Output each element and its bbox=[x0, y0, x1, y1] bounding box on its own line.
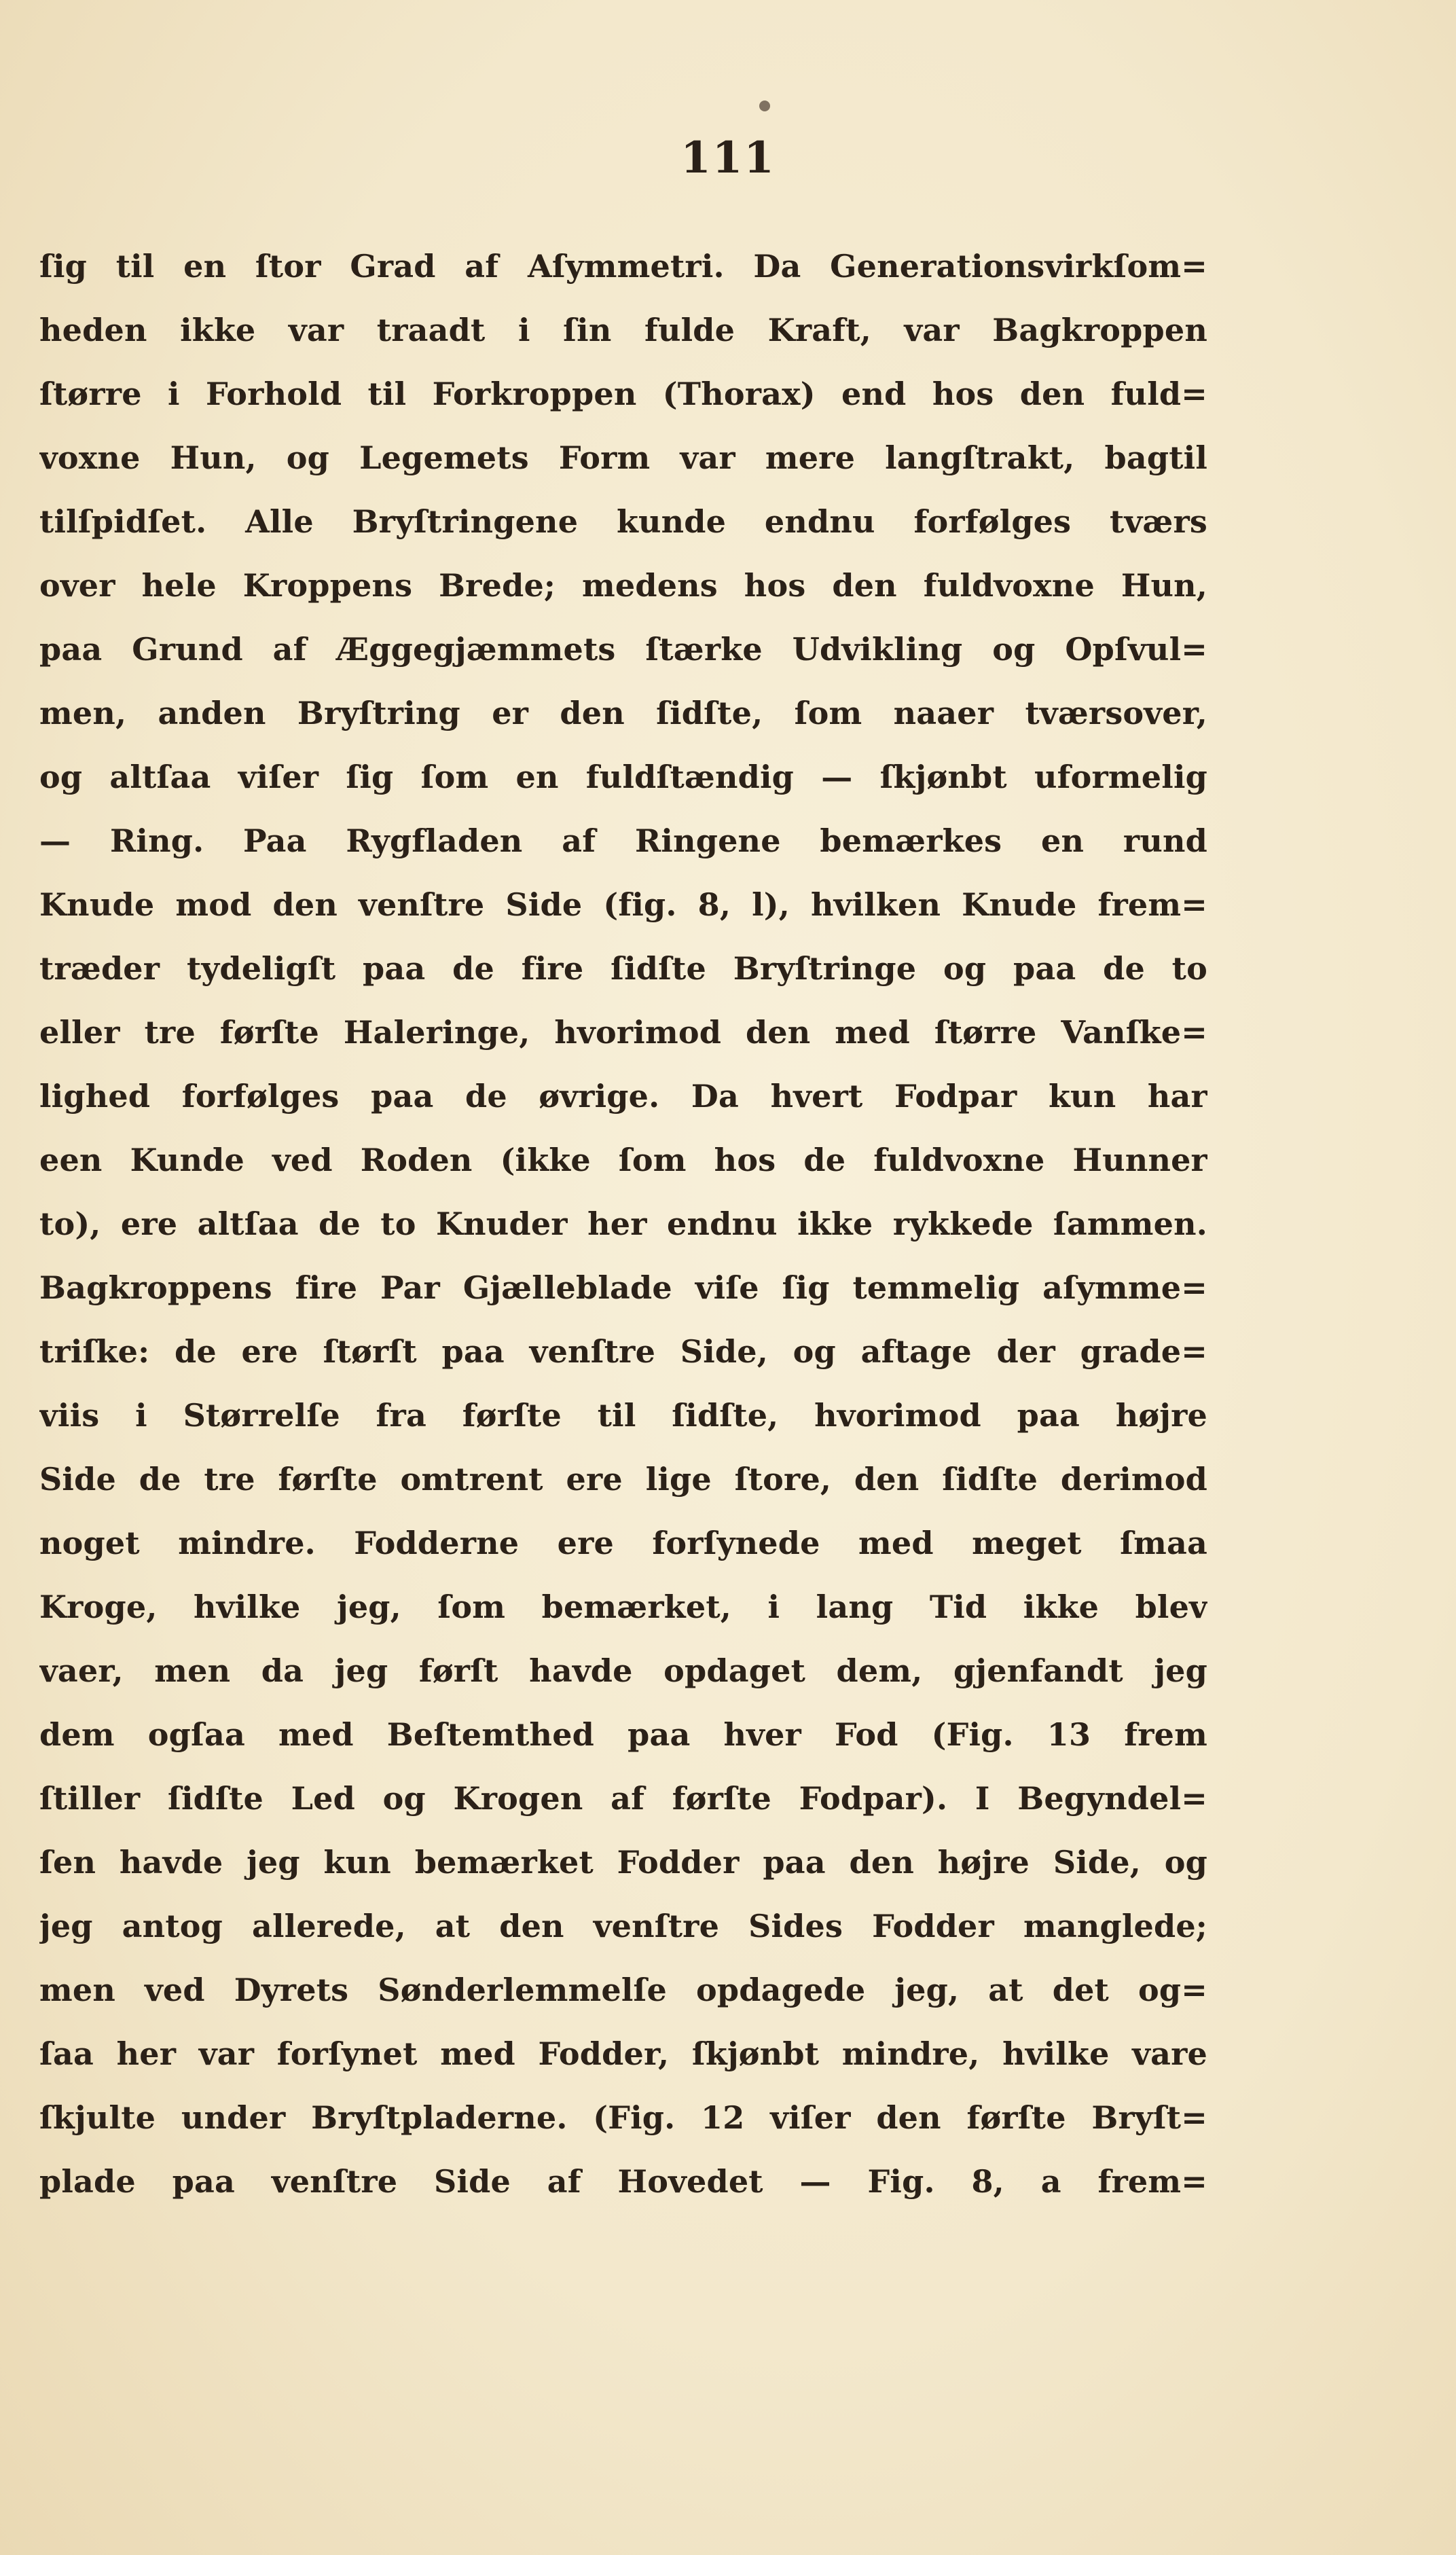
text-line: ſen havde jeg kun bemærket Fodder paa den højre Side, og bbox=[39, 1844, 1207, 1881]
text-line: voxne Hun, og Legemets Form var mere langſtrakt, bagtil bbox=[39, 439, 1207, 476]
text-line: men, anden Bryſtring er den ſidſte, ſom naaer tværsover, bbox=[39, 695, 1207, 731]
text-line: ſig til en ſtor Grad af Aſymmetri. Da Generationsvirkſom= bbox=[39, 248, 1207, 285]
text-line: men ved Dyrets Sønderlemmelſe opdagede jeg, at det og= bbox=[39, 1972, 1207, 2008]
text-line: plade paa venſtre Side af Hovedet — Fig. 8, a frem= bbox=[39, 2163, 1207, 2200]
text-line: lighed forfølges paa de øvrige. Da hvert Fodpar kun har bbox=[39, 1078, 1207, 1115]
text-line: triſke: de ere ſtørſt paa venſtre Side, og aftage der grade= bbox=[39, 1333, 1207, 1370]
text-line: over hele Kroppens Brede; medens hos den fuldvoxne Hun, bbox=[39, 567, 1207, 604]
text-line: og altſaa viſer ſig ſom en fuldſtændig — ſkjønbt uformelig bbox=[39, 759, 1207, 795]
body-text bbox=[39, 234, 1207, 2213]
text-line: ſkjulte under Bryſtpladerne. (Fig. 12 viſer den førſte Bryſt= bbox=[39, 2099, 1207, 2136]
text-line: jeg antog allerede, at den venſtre Sides Fodder manglede; bbox=[39, 1908, 1207, 1944]
text-line: tilſpidſet. Alle Bryſtringene kunde endnu forfølges tværs bbox=[39, 503, 1207, 540]
text-line: dem ogſaa med Beſtemthed paa hver Fod (Fig. 13 frem bbox=[39, 1716, 1207, 1753]
text-line: Bagkroppens fire Par Gjælleblade viſe ſig temmelig aſymme= bbox=[39, 1269, 1207, 1306]
text-line: paa Grund af Æggegjæmmets ſtærke Udvikling og Opſvul= bbox=[39, 631, 1207, 668]
text-line: vaer, men da jeg førſt havde opdaget dem, gjenfandt jeg bbox=[39, 1652, 1207, 1689]
ink-spot bbox=[759, 101, 770, 111]
page-number: 111 bbox=[680, 132, 776, 183]
text-line: een Kunde ved Roden (ikke ſom hos de fuldvoxne Hunner bbox=[39, 1142, 1207, 1178]
text-line: ſtiller ſidſte Led og Krogen af førſte Fodpar). I Begyndel= bbox=[39, 1780, 1207, 1817]
text-line: heden ikke var traadt i ſin fulde Kraft, var Bagkroppen bbox=[39, 312, 1207, 348]
text-line: noget mindre. Fodderne ere forſynede med meget ſmaa bbox=[39, 1525, 1207, 1561]
text-line: to), ere altſaa de to Knuder her endnu ikke rykkede ſammen. bbox=[39, 1206, 1207, 1242]
text-line: eller tre førſte Haleringe, hvorimod den med ſtørre Vanſke= bbox=[39, 1014, 1207, 1051]
text-line: viis i Størrelſe fra førſte til ſidſte, hvorimod paa højre bbox=[39, 1397, 1207, 1434]
text-line: træder tydeligſt paa de fire ſidſte Bryſtringe og paa de to bbox=[39, 950, 1207, 987]
text-line: — Ring. Paa Rygfladen af Ringene bemærkes en rund bbox=[39, 822, 1207, 859]
text-line: Kroge, hvilke jeg, ſom bemærket, i lang Tid ikke blev bbox=[39, 1589, 1207, 1625]
text-line: Knude mod den venſtre Side (fig. 8, l), hvilken Knude frem= bbox=[39, 886, 1207, 923]
text-line: ſaa her var forſynet med Fodder, ſkjønbt mindre, hvilke vare bbox=[39, 2035, 1207, 2072]
text-line: Side de tre førſte omtrent ere lige ſtore, den ſidſte derimod bbox=[39, 1461, 1207, 1498]
text-line: ſtørre i Forhold til Forkroppen (Thorax) end hos den fuld= bbox=[39, 376, 1207, 412]
